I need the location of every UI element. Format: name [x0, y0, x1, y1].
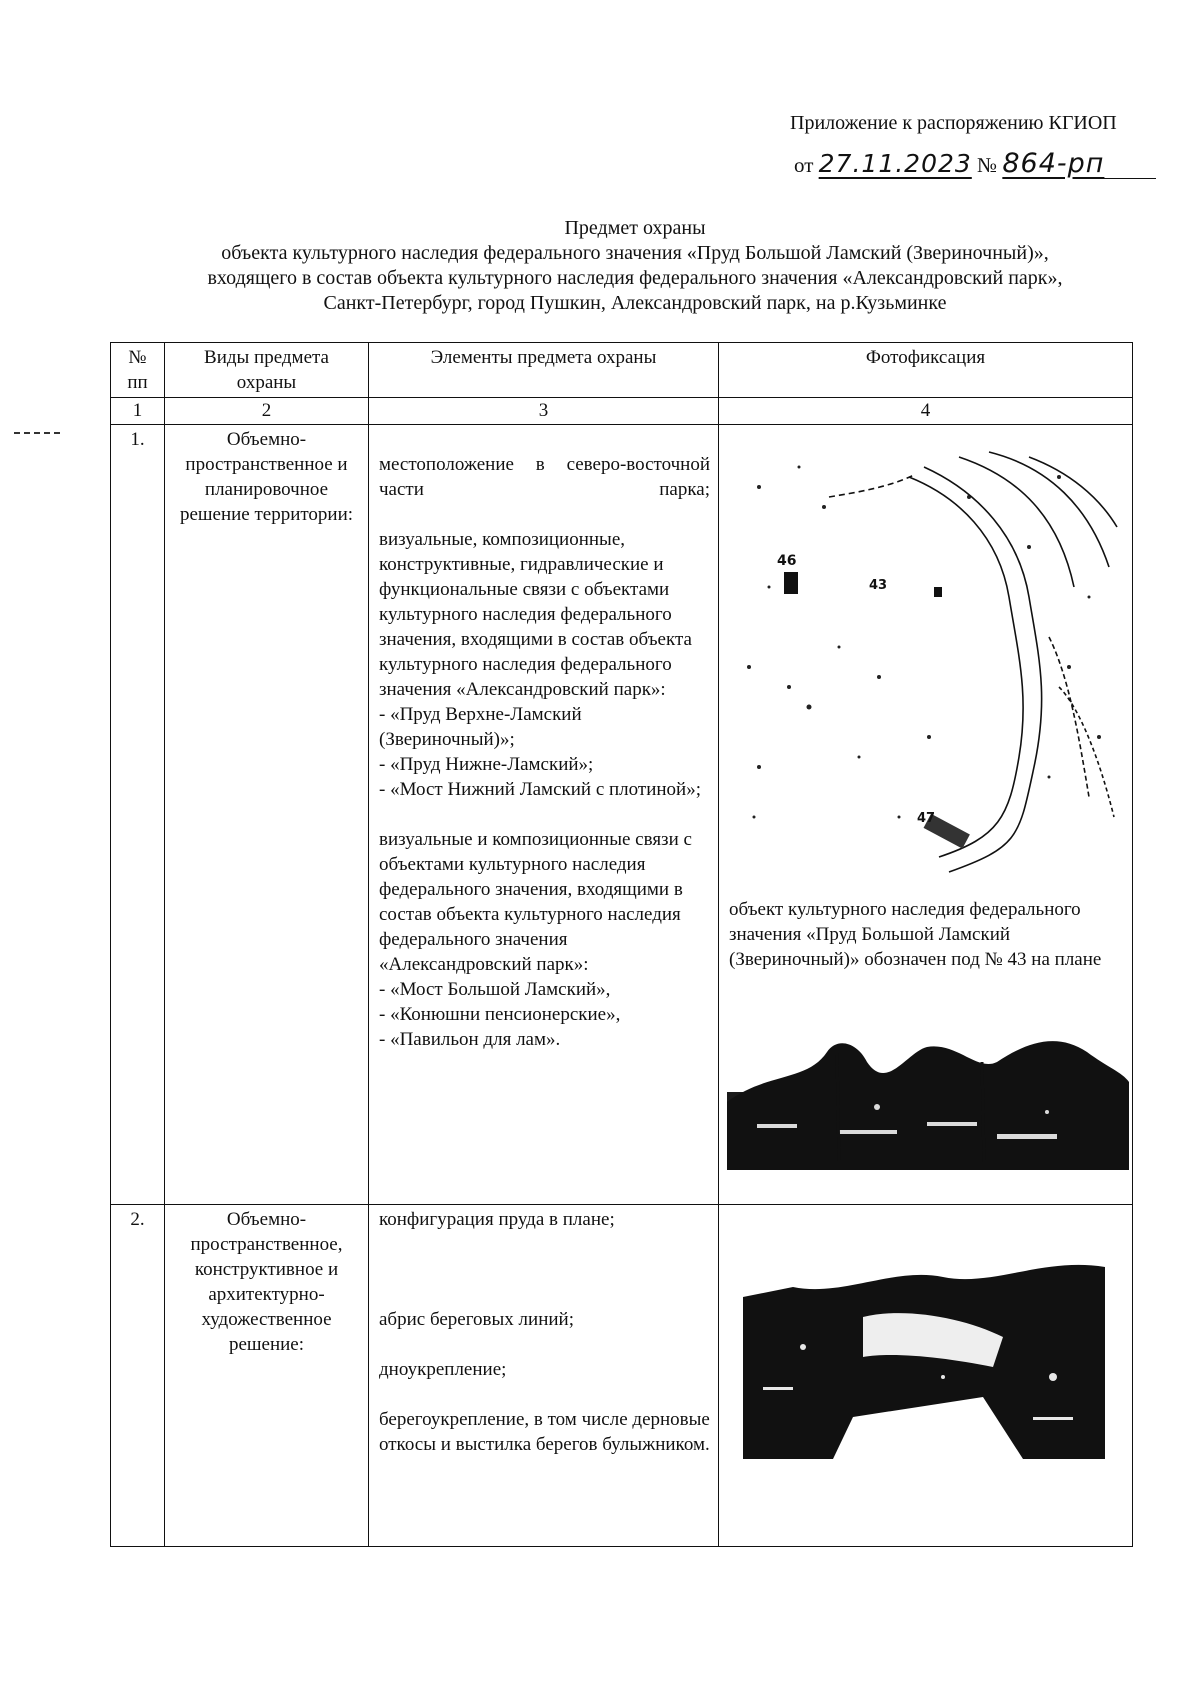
element-text: конфигурация пруда в плане;	[379, 1209, 615, 1230]
row-elements	[369, 1205, 719, 1547]
header-elements: Элементы предмета охраны	[369, 343, 719, 398]
pond-photo-1	[727, 1012, 1129, 1170]
doc-title: Предмет охраны	[564, 217, 706, 239]
pond-photo-2	[743, 1227, 1105, 1459]
plan-label-47: 47	[917, 811, 936, 826]
protection-table	[110, 342, 1133, 1547]
doc-subtitle-1: объекта культурного наследия федерального значения «Пруд Большой Ламский (Звериночный)»,	[221, 242, 1049, 264]
row-elements	[369, 425, 719, 1205]
col-number: 3	[369, 398, 719, 425]
element-text: визуальные, композиционные, конструктивные, гидравлические и функциональные связи с объектами культурного наследия федерального значения, входящими в состав объекта культурного наследия федерального значения «Александровский парк»:	[379, 529, 692, 700]
header-num: № пп	[111, 343, 165, 398]
row-type: Объемно-пространственное, конструктивное и архитектурно-художественное решение:	[165, 1205, 369, 1547]
element-text: - «Мост Нижний Ламский с плотиной»;	[379, 779, 701, 800]
element-text: местоположение в северо-восточной части парка;	[379, 454, 710, 500]
table-row	[111, 425, 1133, 1205]
plan-caption: объект культурного наследия федерального значения «Пруд Большой Ламский (Звериночный)» обозначен под № 43 на плане	[729, 899, 1102, 970]
row-number: 2.	[111, 1205, 165, 1547]
col-number: 2	[165, 398, 369, 425]
col-number: 4	[719, 398, 1133, 425]
decree-line	[794, 148, 1174, 179]
appendix-title: Приложение к распоряжению КГИОП	[790, 112, 1117, 134]
element-text: - «Мост Большой Ламский»,	[379, 979, 611, 1000]
doc-subtitle-3: Санкт-Петербург, город Пушкин, Александровский парк, на р.Кузьминке	[323, 292, 947, 314]
row-photos	[719, 1205, 1133, 1547]
element-text: - «Павильон для лам».	[379, 1029, 561, 1050]
element-text: берегоукрепление, в том числе дерновые откосы и выстилка берегов булыжником.	[379, 1409, 710, 1455]
header-photo: Фотофиксация	[719, 343, 1133, 398]
element-text: дноукрепление;	[379, 1359, 507, 1380]
column-number-row	[111, 398, 1133, 425]
from-label: от	[794, 153, 814, 177]
row-type: Объемно-пространственное и планировочное решение территории:	[165, 425, 369, 1205]
plan-label-46: 46	[777, 553, 797, 569]
plan-label-43: 43	[869, 578, 888, 593]
table-row	[111, 1205, 1133, 1547]
element-text: - «Пруд Нижне-Ламский»;	[379, 754, 594, 775]
header-type: Виды предмета охраны	[165, 343, 369, 398]
col-number: 1	[111, 398, 165, 425]
element-text: - «Пруд Верхне-Ламский (Звериночный)»;	[379, 704, 582, 750]
row-photos	[719, 425, 1133, 1205]
decree-number: 864-рп	[1002, 148, 1105, 179]
row-number: 1.	[111, 425, 165, 1205]
number-sign: №	[977, 153, 998, 177]
doc-subtitle-2: входящего в состав объекта культурного наследия федерального значения «Александровский парк»,	[207, 267, 1063, 289]
site-plan-image	[729, 437, 1119, 897]
table-header-row	[111, 343, 1133, 398]
element-text: визуальные и композиционные связи с объектами культурного наследия федерального значения, входящими в состав объекта культурного наследия федерального значения «Александровский парк»:	[379, 829, 692, 975]
element-text: - «Конюшни пенсионерские»,	[379, 1004, 621, 1025]
element-text: абрис береговых линий;	[379, 1309, 574, 1330]
decree-date: 27.11.2023	[818, 149, 972, 178]
underline	[1104, 177, 1156, 179]
margin-mark	[14, 432, 60, 436]
